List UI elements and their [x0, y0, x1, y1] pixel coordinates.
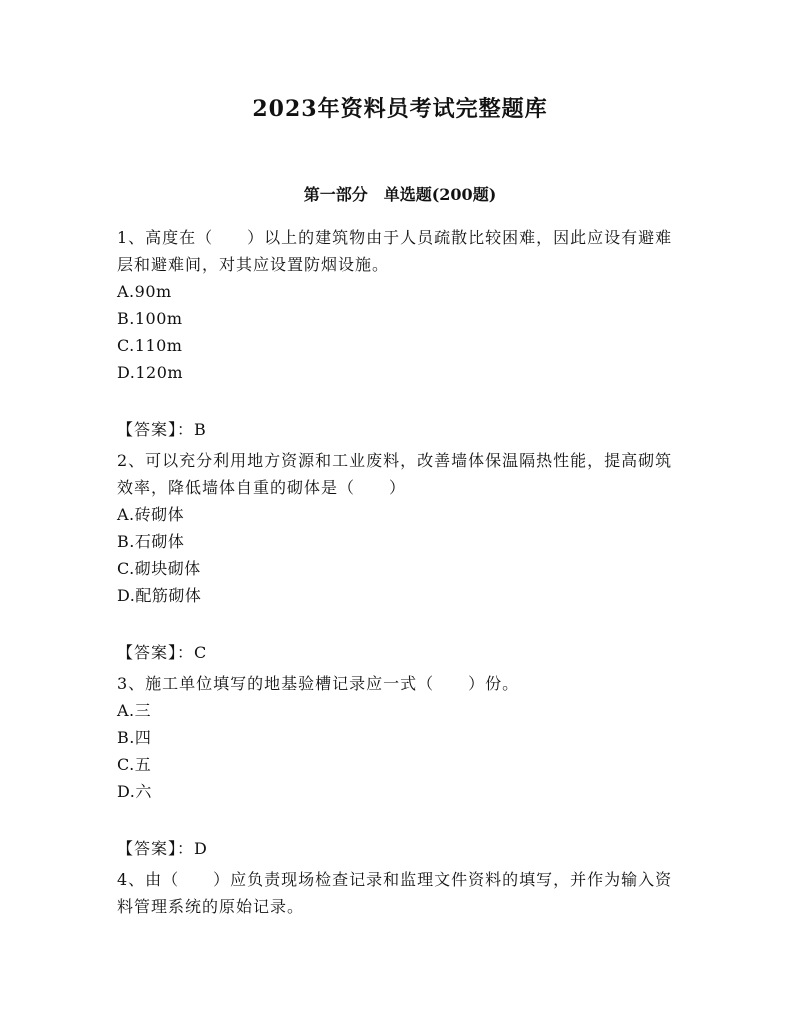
question-stem: 3、施工单位填写的地基验槽记录应一式（ ）份。	[117, 674, 520, 693]
answer-label: 【答案】：	[117, 839, 195, 858]
question-stem: 4、由（ ）应负责现场检查记录和监理文件资料的填写，并作为输入资料管理系统的原始记录。	[117, 870, 673, 916]
option-a: A.砖砌体	[117, 505, 185, 524]
answer-value: D	[194, 839, 208, 858]
question-3	[117, 670, 687, 862]
answer-label: 【答案】：	[117, 643, 195, 662]
question-1	[117, 224, 687, 443]
answer-line	[117, 835, 687, 862]
question-stem: 1、高度在（ ）以上的建筑物由于人员疏散比较困难，因此应设有避难层和避难间，对其应设置防烟设施。	[117, 228, 673, 274]
option-b: B.100m	[117, 309, 183, 328]
document-title: 2023年资料员考试完整题库	[252, 96, 548, 122]
option-c: C.110m	[117, 336, 183, 355]
option-d: D.120m	[117, 363, 184, 382]
answer-label: 【答案】：	[117, 420, 195, 439]
option-b: B.石砌体	[117, 532, 185, 551]
question-stem: 2、可以充分利用地方资源和工业废料，改善墙体保温隔热性能，提高砌筑效率，降低墙体自重的砌体是（ ）	[117, 451, 673, 497]
option-d: D.配筋砌体	[117, 586, 202, 605]
section-title: 第一部分 单选题(200题)	[303, 185, 497, 204]
answer-line	[117, 416, 687, 443]
option-a: A.三	[117, 701, 152, 720]
option-b: B.四	[117, 728, 152, 747]
option-c: C.砌块砌体	[117, 559, 201, 578]
answer-line	[117, 639, 687, 666]
option-d: D.六	[117, 782, 152, 801]
option-c: C.五	[117, 755, 152, 774]
answer-value: C	[194, 643, 208, 662]
question-list	[117, 224, 687, 920]
question-2	[117, 447, 687, 666]
answer-value: B	[194, 420, 207, 439]
option-a: A.90m	[117, 282, 172, 301]
question-4	[117, 866, 687, 920]
